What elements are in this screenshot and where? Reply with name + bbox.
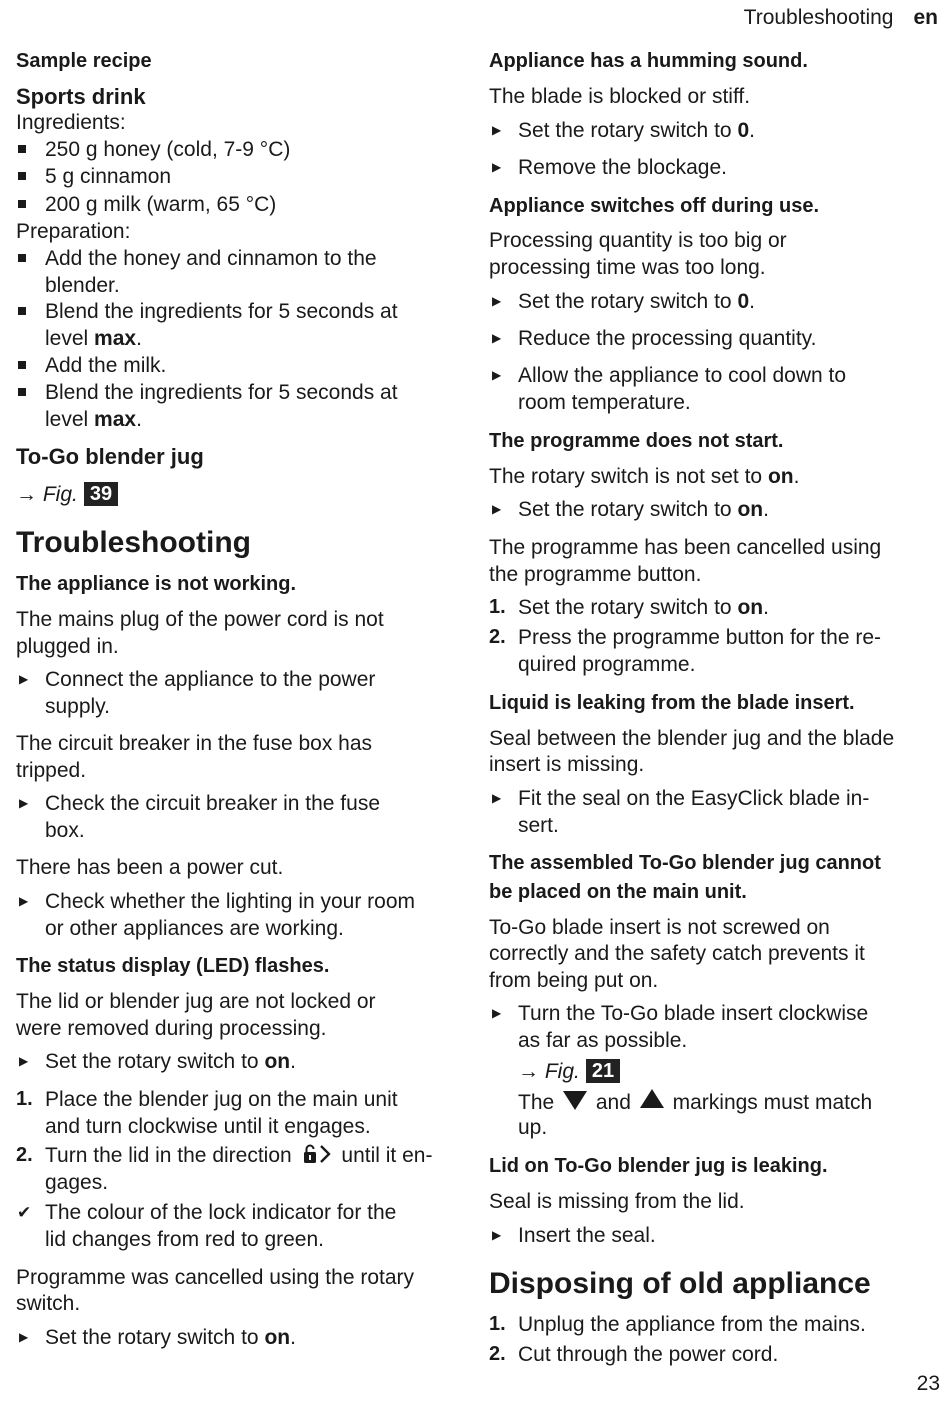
triangle-bullet-icon: ▶ xyxy=(492,1006,502,1020)
lock-arrow-icon xyxy=(302,1143,334,1165)
marking-instruction-cont: up. xyxy=(518,1116,548,1139)
cause-text: Seal between the blender jug and the blade xyxy=(489,727,895,750)
triangle-bullet-icon: ▶ xyxy=(19,1330,29,1344)
cause-text: The programme has been cancelled using xyxy=(489,536,882,559)
cause-text: correctly and the safety catch prevents it xyxy=(489,942,865,965)
triangle-bullet-icon: ▶ xyxy=(492,502,502,516)
triangle-up-marking-icon xyxy=(639,1088,665,1110)
triangle-bullet-icon: ▶ xyxy=(492,160,502,174)
remedy-step: ▶ Check the circuit breaker in the fuse box. xyxy=(19,792,380,842)
step-number: 1. xyxy=(16,1088,33,1110)
cause-text: The circuit breaker in the fuse box has xyxy=(16,732,373,755)
step-number: 1. xyxy=(489,1313,506,1335)
ingredients-label: Ingredients: xyxy=(16,111,126,134)
manual-page: Troubleshooting en Sample recipe Sports drink Ingredients: 250 g honey (cold, 7-9 °C) 5 g cinnamon 200 g milk (warm, 65 °C) Preparation: Add the honey and cinnamon to the blender. Blend the ingredients for 5 seconds at level max. Add the milk. Blend the ingredients for 5 seconds at level max. To-Go blender jug → Fig. 39 Troubleshooting The appliance is not working. The mains plug of the power cord is not plugged in. ▶ Connect the appliance to the power supply. The circuit breaker in the fuse box has tripped. ▶ Check the circuit breaker in the fuse box. There has been a power cut. ▶ Check whether the lighting in your room or other appliances are working. The status display (LED) flashes. The lid or blender jug are not locked or were removed during processing. ▶ Set the rotary switch to on. 1. Place the blender jug on the main unit and turn clockwise until it engages. 2. Turn the lid in the direction until it en- gages. ✔ The colour of the lock indicator for the lid changes from red to green. Programme was cancelled using the rotary switch. ▶ Set the rotary switch to on. Appliance has a humming sound. The blade is blocked or stiff. ▶ Set the rotary switch to 0. ▶ Remove the blockage. Appliance switches off during use. Processing quantity is too big or processing time was too long. ▶ Set the rotary switch to 0. ▶ Reduce the processing quantity. ▶ Allow the appliance to cool down to room temperature. The programme does not start. The rotary switch is not set to on. ▶ Set the rotary switch to on. The programme has been cancelled using the programme button. 1. Set the rotary switch to on. 2. Press the programme button for the re- quired programme. Liquid is leaking from the blade insert. Seal between the blender jug and the blade insert is missing. ▶ Fit the seal on the EasyClick blade in- sert. The assembled To-Go blender jug cannot be placed on the main unit. To-Go blade insert is not screwed on correctly and the safety catch prevents it from being put on. ▶ Turn the To-Go blade insert clockwise as far as possible. → Fig. 21 The and markings must match up. Lid on To-Go blender jug is leaking. Seal is missing from the lid. ▶ Insert the seal. Disposing of old appliance 1. Unplug the appliance from the mains. 2. Cut through the power cord. 23 xyxy=(0,0,950,1401)
remedy-step: ▶ Fit the seal on the EasyClick blade in- sert. xyxy=(492,787,870,837)
cause-text: the programme button. xyxy=(489,563,702,586)
numbered-step: 2. Turn the lid in the direction until it en- gages. xyxy=(16,1144,433,1194)
disposing-heading: Disposing of old appliance xyxy=(489,1267,871,1300)
cause-text: processing time was too long. xyxy=(489,256,766,279)
lid-leaking-heading: Lid on To-Go blender jug is leaking. xyxy=(489,1155,828,1177)
triangle-bullet-icon: ▶ xyxy=(492,123,502,137)
remedy-step: ▶ Turn the To-Go blade insert clockwise as far as possible. xyxy=(492,1002,869,1052)
cause-text: The lid or blender jug are not locked or xyxy=(16,990,376,1013)
switch-setting-on: on xyxy=(737,596,764,619)
switch-setting-on: on xyxy=(737,498,764,521)
running-header xyxy=(744,6,938,30)
triangle-bullet-icon: ▶ xyxy=(492,791,502,805)
cause-text: The rotary switch is not set to on. xyxy=(489,465,800,488)
preparation-step: Add the honey and cinnamon to the blender. xyxy=(45,247,377,297)
sample-recipe-heading: Sample recipe xyxy=(16,50,152,72)
triangle-bullet-icon: ▶ xyxy=(19,796,29,810)
triangle-bullet-icon: ▶ xyxy=(19,894,29,908)
triangle-bullet-icon: ▶ xyxy=(492,368,502,382)
switch-setting-zero: 0 xyxy=(737,119,750,142)
step-number: 1. xyxy=(489,596,506,618)
triangle-bullet-icon: ▶ xyxy=(492,331,502,345)
checkmark-icon: ✔ xyxy=(17,1203,32,1222)
troubleshooting-heading: Troubleshooting xyxy=(16,526,251,559)
triangle-down-marking-icon xyxy=(562,1089,588,1111)
arrow-right-icon: → xyxy=(16,483,37,506)
header-section-title: Troubleshooting xyxy=(743,6,894,29)
remedy-step: ▶ Connect the appliance to the power supply. xyxy=(19,668,376,718)
switch-setting-on: on xyxy=(767,465,794,488)
cause-text: switch. xyxy=(16,1292,81,1315)
result-step: ✔ The colour of the lock indicator for the lid changes from red to green. xyxy=(17,1201,397,1251)
figure-number-badge: 21 xyxy=(586,1059,620,1083)
cause-text: plugged in. xyxy=(16,635,119,658)
cause-text: Processing quantity is too big or xyxy=(489,229,787,252)
figure-reference[interactable]: → Fig. 39 xyxy=(16,481,118,508)
triangle-bullet-icon: ▶ xyxy=(492,294,502,308)
leaking-blade-heading: Liquid is leaking from the blade insert. xyxy=(489,692,855,714)
cause-text: To-Go blade insert is not screwed on xyxy=(489,916,830,939)
triangle-bullet-icon: ▶ xyxy=(492,1228,502,1242)
numbered-step: 2. Press the programme button for the re- quired programme. xyxy=(489,626,881,676)
arrow-right-icon: → xyxy=(518,1060,539,1083)
level-max-value: max xyxy=(94,327,137,350)
not-working-heading: The appliance is not working. xyxy=(16,573,297,595)
header-language-code: en xyxy=(913,6,938,29)
cause-text: The mains plug of the power cord is not xyxy=(16,608,384,631)
cause-text: Seal is missing from the lid. xyxy=(489,1190,745,1213)
marking-instruction: The and markings must match xyxy=(518,1088,872,1116)
switches-off-heading: Appliance switches off during use. xyxy=(489,195,820,217)
led-flashes-heading: The status display (LED) flashes. xyxy=(16,955,330,977)
programme-heading: The programme does not start. xyxy=(489,430,784,452)
preparation-step: Blend the ingredients for 5 seconds at level max. xyxy=(45,300,398,350)
remedy-step: ▶ Check whether the lighting in your room or other appliances are working. xyxy=(19,890,416,940)
cause-text: insert is missing. xyxy=(489,753,645,776)
cause-text: There has been a power cut. xyxy=(16,856,284,879)
numbered-step: 1. Place the blender jug on the main unit and turn clockwise until it engages. xyxy=(16,1088,398,1138)
sports-drink-heading: Sports drink xyxy=(16,84,146,109)
step-number: 2. xyxy=(489,626,506,648)
cause-text: were removed during processing. xyxy=(16,1017,327,1040)
cause-text: The blade is blocked or stiff. xyxy=(489,85,751,108)
step-number: 2. xyxy=(16,1144,33,1166)
figure-reference[interactable]: → Fig. 21 xyxy=(518,1058,620,1085)
cause-text: from being put on. xyxy=(489,969,659,992)
figure-number-badge: 39 xyxy=(84,482,118,506)
preparation-step: Blend the ingredients for 5 seconds at level max. xyxy=(45,381,398,431)
switch-setting-zero: 0 xyxy=(737,290,750,313)
level-max-value: max xyxy=(94,408,137,431)
togo-cannot-heading: be placed on the main unit. xyxy=(489,881,747,903)
triangle-bullet-icon: ▶ xyxy=(19,1054,29,1068)
triangle-bullet-icon: ▶ xyxy=(19,672,29,686)
page-number: 23 xyxy=(916,1372,940,1395)
togo-blender-jug-heading: To-Go blender jug xyxy=(16,444,204,469)
preparation-label: Preparation: xyxy=(16,220,131,243)
step-number: 2. xyxy=(489,1343,506,1365)
remedy-step: ▶ Allow the appliance to cool down to room temperature. xyxy=(492,364,847,414)
switch-setting-on: on xyxy=(264,1326,291,1349)
togo-cannot-heading: The assembled To-Go blender jug cannot xyxy=(489,852,881,874)
switch-setting-on: on xyxy=(264,1050,291,1073)
cause-text: tripped. xyxy=(16,759,87,782)
humming-heading: Appliance has a humming sound. xyxy=(489,50,808,72)
cause-text: Programme was cancelled using the rotary xyxy=(16,1266,415,1289)
